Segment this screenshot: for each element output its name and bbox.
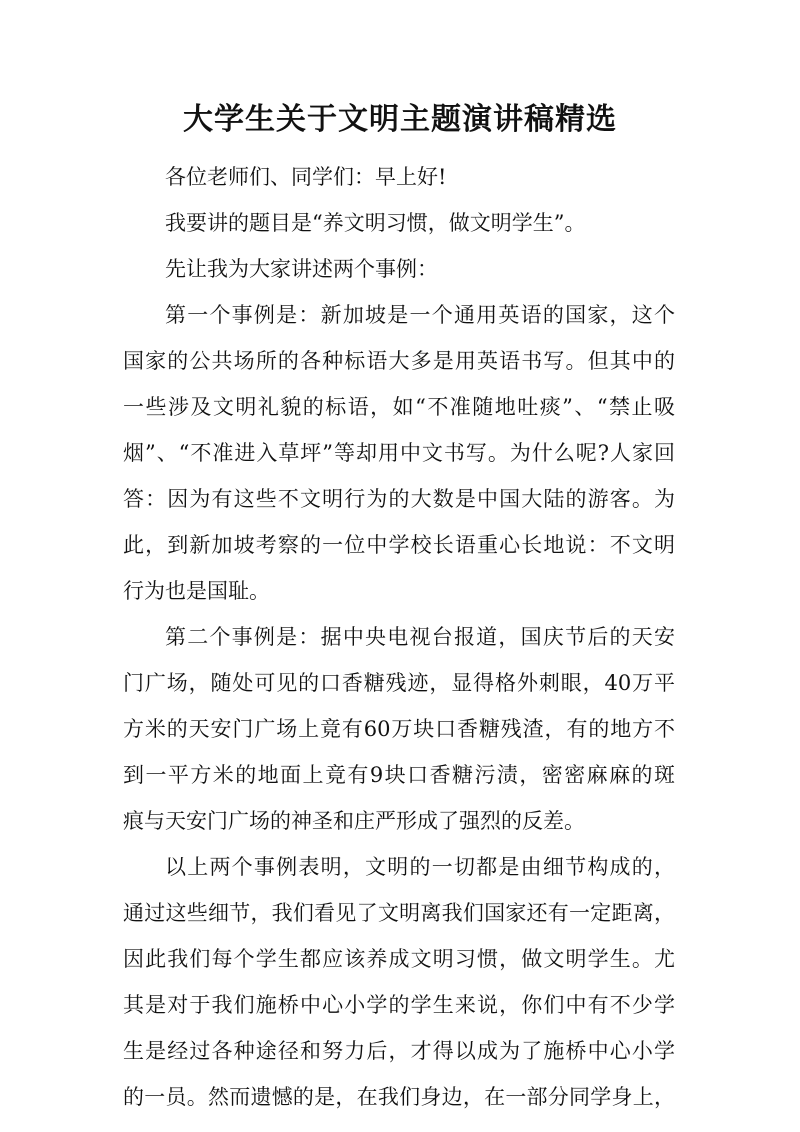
paragraph-line: 通过这些细节，我们看见了文明离我们国家还有一定距离， xyxy=(123,901,675,925)
paragraph-line: 各位老师们、同学们：早上好! xyxy=(165,165,447,189)
paragraph-line: 因此我们每个学生都应该养成文明习惯，做文明学生。尤 xyxy=(123,947,675,971)
paragraph-line: 其是对于我们施桥中心小学的学生来说，你们中有不少学 xyxy=(123,993,675,1017)
paragraph-line: 生是经过各种途径和努力后，才得以成为了施桥中心小学 xyxy=(123,1039,675,1063)
paragraph-line: 先让我为大家讲述两个事例： xyxy=(165,257,438,281)
paragraph-line: 第一个事例是：新加坡是一个通用英语的国家，这个 xyxy=(165,303,675,327)
paragraph-line: 到一平方米的地面上竟有9块口香糖污渍，密密麻麻的斑 xyxy=(123,763,675,787)
paragraph-line: 方米的天安门广场上竟有60万块口香糖残渣，有的地方不 xyxy=(123,717,675,741)
document-body xyxy=(123,154,675,1120)
paragraph-line: 国家的公共场所的各种标语大多是用英语书写。但其中的 xyxy=(123,349,675,373)
paragraph-line: 此，到新加坡考察的一位中学校长语重心长地说：不文明 xyxy=(123,533,675,557)
paragraph-line: 我要讲的题目是“养文明习惯，做文明学生”。 xyxy=(165,211,586,235)
paragraph-line: 痕与天安门广场的神圣和庄严形成了强烈的反差。 xyxy=(123,809,585,833)
paragraph-line: 以上两个事例表明，文明的一切都是由细节构成的， xyxy=(165,855,675,879)
paragraph-line: 烟”、“不准进入草坪”等却用中文书写。为什么呢?人家回 xyxy=(123,441,675,465)
paragraph-line: 的一员。然而遗憾的是，在我们身边，在一部分同学身上， xyxy=(123,1085,675,1109)
paragraph-line: 门广场，随处可见的口香糖残迹，显得格外刺眼，40万平 xyxy=(123,671,675,695)
paragraph-line: 第二个事例是：据中央电视台报道，国庆节后的天安 xyxy=(165,625,675,649)
paragraph-line: 一些涉及文明礼貌的标语，如“不准随地吐痰”、“禁止吸 xyxy=(123,395,675,419)
paragraph-line: 答：因为有这些不文明行为的大数是中国大陆的游客。为 xyxy=(123,487,675,511)
document-title: 大学生关于文明主题演讲稿精选 xyxy=(183,102,617,137)
paragraph-line: 行为也是国耻。 xyxy=(123,579,270,603)
